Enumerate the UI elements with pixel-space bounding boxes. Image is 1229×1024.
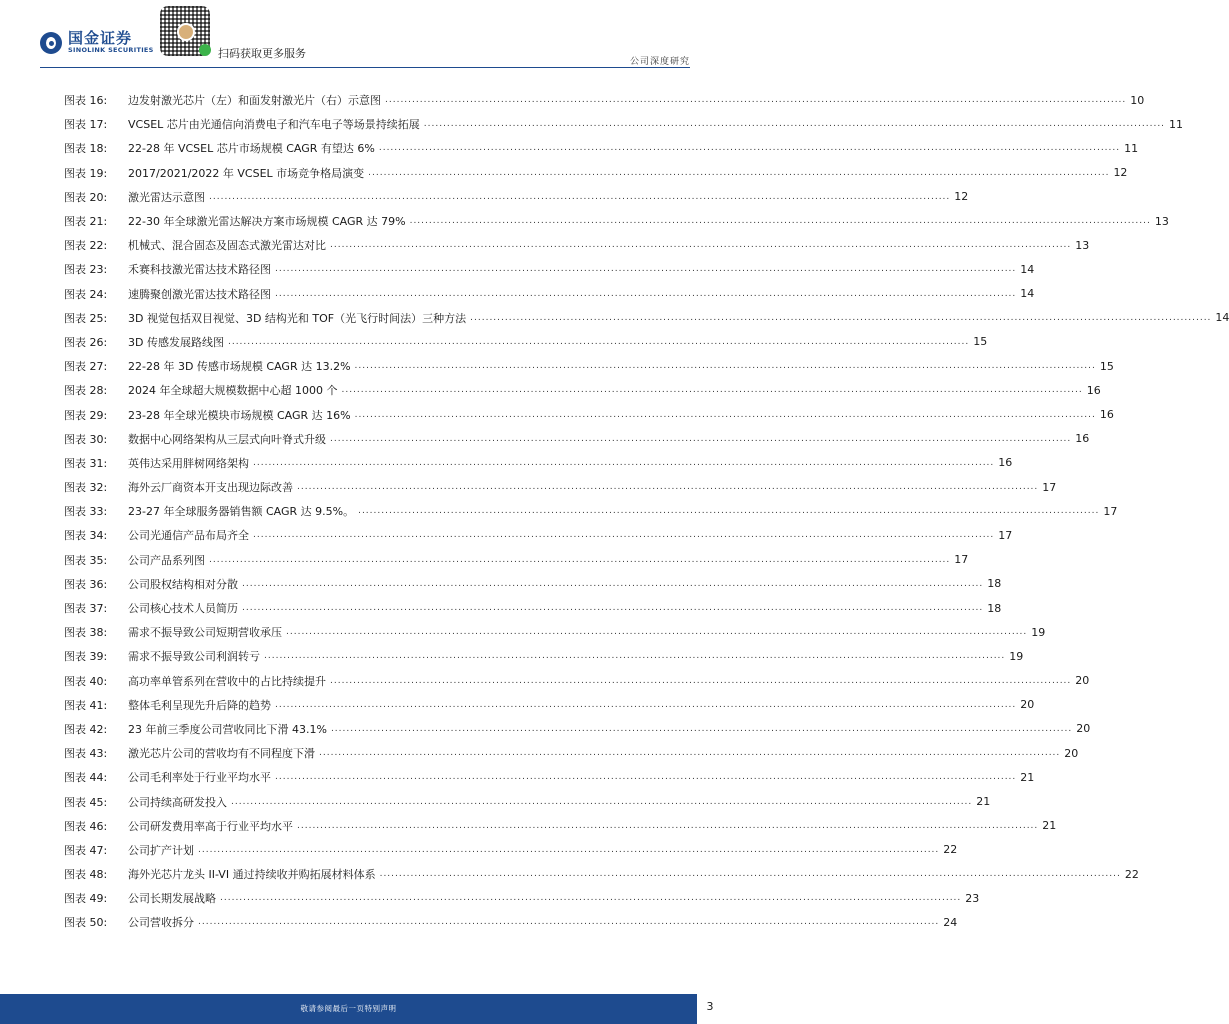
toc-entry-title: 3D 传感发展路线图 <box>128 335 224 349</box>
toc-entry[interactable] <box>64 475 1057 499</box>
toc-entry-label: 图表 49: <box>64 892 108 906</box>
toc-entry-label: 图表 50: <box>64 916 108 930</box>
toc-entry[interactable] <box>64 282 1035 306</box>
toc-entry-title: 海外光芯片龙头 II-VI 通过持续收并购拓展材料体系 <box>128 868 376 882</box>
sinolink-logo <box>40 30 154 55</box>
logo-english-name: SINOLINK SECURITIES <box>68 46 154 54</box>
toc-entry-label: 图表 24: <box>64 287 108 301</box>
toc-entry-page: 21 <box>1042 819 1057 833</box>
toc-entry-label: 图表 25: <box>64 311 108 325</box>
toc-leader-dots <box>253 458 994 468</box>
toc-entry-label: 图表 47: <box>64 843 108 857</box>
toc-entry-title: 公司产品系列图 <box>128 553 205 567</box>
toc-leader-dots <box>209 192 950 202</box>
toc-leader-dots <box>330 240 1071 250</box>
toc-leader-dots <box>330 434 1071 444</box>
qr-caption: 扫码获取更多服务 <box>218 47 306 60</box>
toc-leader-dots <box>253 530 994 540</box>
toc-entry-title: 公司扩产计划 <box>128 843 194 857</box>
toc-entry[interactable] <box>64 644 1024 668</box>
toc-entry-page: 14 <box>1020 262 1035 276</box>
toc-leader-dots <box>231 797 972 807</box>
toc-entry-page: 13 <box>1154 214 1169 228</box>
toc-entry-label: 图表 46: <box>64 819 108 833</box>
toc-entry-label: 图表 17: <box>64 118 108 132</box>
toc-entry-label: 图表 39: <box>64 650 108 664</box>
toc-entry-title: 23-27 年全球服务器销售额 CAGR 达 9.5%。 <box>128 505 355 519</box>
toc-entry-title: 公司持续高研发投入 <box>128 795 227 809</box>
toc-entry-title: 公司长期发展战略 <box>128 892 216 906</box>
toc-entry-label: 图表 22: <box>64 239 108 253</box>
toc-entry-title: 机械式、混合固态及固态式激光雷达对比 <box>128 239 326 253</box>
toc-entry-label: 图表 16: <box>64 94 108 108</box>
toc-entry[interactable] <box>64 257 1035 281</box>
toc-entry-page: 11 <box>1124 141 1139 155</box>
toc-entry-page: 19 <box>1009 649 1024 663</box>
toc-entry[interactable] <box>64 499 1118 523</box>
toc-entry-title: 高功率单管系列在营收中的占比持续提升 <box>128 674 326 688</box>
toc-entry-title: 需求不振导致公司短期营收承压 <box>128 626 282 640</box>
toc-entry[interactable] <box>64 572 1002 596</box>
toc-entry-page: 16 <box>998 456 1013 470</box>
toc-entry[interactable] <box>64 88 1145 112</box>
toc-leader-dots <box>275 264 1016 274</box>
toc-entry[interactable] <box>64 185 969 209</box>
header-divider <box>40 67 690 68</box>
toc-entry-page: 17 <box>1103 504 1118 518</box>
toc-entry[interactable] <box>64 814 1057 838</box>
toc-entry-title: 数据中心网络架构从三层式向叶脊式升级 <box>128 432 326 446</box>
toc-leader-dots <box>319 748 1060 758</box>
toc-leader-dots <box>220 893 961 903</box>
toc-entry-page: 18 <box>987 601 1002 615</box>
toc-entry[interactable] <box>64 402 1114 426</box>
toc-entry[interactable] <box>64 620 1046 644</box>
page-number: 3 <box>706 1000 714 1013</box>
toc-entry-title: 公司光通信产品布局齐全 <box>128 529 249 543</box>
toc-entry[interactable] <box>64 161 1128 185</box>
toc-entry-label: 图表 40: <box>64 674 108 688</box>
toc-entry-label: 图表 38: <box>64 626 108 640</box>
toc-entry-title: 激光雷达示意图 <box>128 190 205 204</box>
toc-entry[interactable] <box>64 765 1035 789</box>
toc-entry-label: 图表 30: <box>64 432 108 446</box>
toc-leader-dots <box>385 95 1126 105</box>
toc-leader-dots <box>297 482 1038 492</box>
toc-entry-title: 整体毛利呈现先升后降的趋势 <box>128 698 271 712</box>
page-footer <box>0 994 697 1024</box>
toc-entry-page: 22 <box>943 843 958 857</box>
toc-entry[interactable] <box>64 838 958 862</box>
toc-entry-label: 图表 23: <box>64 263 108 277</box>
toc-entry[interactable] <box>64 233 1090 257</box>
qr-center-logo <box>177 23 195 41</box>
toc-entry-title: 23-28 年全球光模块市场规模 CAGR 达 16% <box>128 408 351 422</box>
toc-entry-title: 3D 视觉包括双目视觉、3D 结构光和 TOF（光飞行时间法）三种方法 <box>128 311 467 325</box>
toc-entry-title: 激光芯片公司的营收均有不同程度下滑 <box>128 747 315 761</box>
toc-entry-page: 15 <box>973 335 988 349</box>
toc-entry[interactable] <box>64 354 1114 378</box>
toc-entry[interactable] <box>64 330 988 354</box>
toc-entry-page: 21 <box>976 795 991 809</box>
toc-entry[interactable] <box>64 669 1090 693</box>
toc-entry-title: 公司毛利率处于行业平均水平 <box>128 771 271 785</box>
toc-entry-page: 17 <box>998 528 1013 542</box>
toc-entry-page: 19 <box>1031 625 1046 639</box>
toc-entry-title: 22-28 年 VCSEL 芯片市场规模 CAGR 有望达 6% <box>128 142 375 156</box>
toc-entry-page: 16 <box>1099 408 1114 422</box>
toc-entry[interactable] <box>64 209 1169 233</box>
toc-entry-page: 12 <box>954 190 969 204</box>
toc-entry-title: 23 年前三季度公司营收同比下滑 43.1% <box>128 722 327 736</box>
document-type-label: 公司深度研究 <box>629 57 690 67</box>
toc-leader-dots <box>331 724 1072 734</box>
toc-entry-label: 图表 28: <box>64 384 108 398</box>
toc-entry[interactable] <box>64 548 969 572</box>
wechat-badge-icon <box>199 44 211 56</box>
toc-entry-page: 10 <box>1130 93 1145 107</box>
toc-leader-dots <box>275 289 1016 299</box>
toc-entry-title: 需求不振导致公司利润转亏 <box>128 650 260 664</box>
toc-entry-title: 禾赛科技激光雷达技术路径图 <box>128 263 271 277</box>
toc-entry-page: 20 <box>1075 674 1090 688</box>
page-header <box>0 0 724 68</box>
toc-entry[interactable] <box>64 378 1101 402</box>
toc-leader-dots <box>368 168 1109 178</box>
toc-entry-label: 图表 21: <box>64 215 108 229</box>
toc-entry[interactable] <box>64 596 1002 620</box>
toc-entry-page: 20 <box>1020 698 1035 712</box>
toc-leader-dots <box>209 555 950 565</box>
toc-entry-label: 图表 48: <box>64 868 108 882</box>
toc-entry-label: 图表 33: <box>64 505 108 519</box>
toc-leader-dots <box>330 676 1071 686</box>
toc-entry-label: 图表 18: <box>64 142 108 156</box>
toc-entry-title: 22-28 年 3D 传感市场规模 CAGR 达 13.2% <box>128 360 351 374</box>
toc-entry-page: 20 <box>1064 746 1079 760</box>
logo-mark-icon <box>40 32 62 54</box>
toc-entry-label: 图表 35: <box>64 553 108 567</box>
toc-entry-title: 公司营收拆分 <box>128 916 194 930</box>
toc-leader-dots <box>380 869 1121 879</box>
toc-entry-label: 图表 19: <box>64 166 108 180</box>
toc-entry[interactable] <box>64 741 1079 765</box>
toc-entry[interactable] <box>64 910 958 934</box>
toc-entry[interactable] <box>64 693 1035 717</box>
toc-entry-label: 图表 34: <box>64 529 108 543</box>
toc-entry-label: 图表 45: <box>64 795 108 809</box>
toc-entry-title: 海外云厂商资本开支出现边际改善 <box>128 481 293 495</box>
toc-entry-title: 公司股权结构相对分散 <box>128 577 238 591</box>
toc-leader-dots <box>264 651 1005 661</box>
toc-entry-page: 15 <box>1099 359 1114 373</box>
toc-leader-dots <box>198 845 939 855</box>
toc-entry-label: 图表 37: <box>64 602 108 616</box>
toc-entry-page: 11 <box>1169 117 1184 131</box>
toc-entry-title: 公司研发费用率高于行业平均水平 <box>128 819 293 833</box>
footer-disclaimer: 敬请参阅最后一页特别声明 <box>300 1004 397 1013</box>
toc-entry-title: 速腾聚创激光雷达技术路径图 <box>128 287 271 301</box>
toc-entry-label: 图表 27: <box>64 360 108 374</box>
toc-entry[interactable] <box>64 523 1013 547</box>
toc-entry[interactable] <box>64 717 1091 741</box>
toc-leader-dots <box>355 361 1096 371</box>
toc-entry[interactable] <box>64 451 1013 475</box>
toc-entry-page: 22 <box>1124 867 1139 881</box>
toc-entry-title: 公司核心技术人员简历 <box>128 602 238 616</box>
toc-leader-dots <box>286 627 1027 637</box>
toc-entry[interactable] <box>64 112 1184 136</box>
toc-entry-page: 12 <box>1113 166 1128 180</box>
toc-entry-page: 16 <box>1075 432 1090 446</box>
toc-entry-label: 图表 44: <box>64 771 108 785</box>
toc-leader-dots <box>355 410 1096 420</box>
toc-entry-title: 英伟达采用胖树网络架构 <box>128 456 249 470</box>
toc-entry-label: 图表 20: <box>64 190 108 204</box>
toc-entry[interactable] <box>64 136 1139 160</box>
toc-leader-dots <box>198 917 939 927</box>
toc-entry-title: 2017/2021/2022 年 VCSEL 市场竞争格局演变 <box>128 166 365 180</box>
toc-entry[interactable] <box>64 306 1229 330</box>
figure-index-list <box>64 88 1229 935</box>
toc-entry-title: 22-30 年全球激光雷达解决方案市场规模 CAGR 达 79% <box>128 215 406 229</box>
toc-entry-page: 21 <box>1020 770 1035 784</box>
toc-entry-label: 图表 41: <box>64 698 108 712</box>
toc-entry-page: 23 <box>965 891 980 905</box>
toc-leader-dots <box>275 700 1016 710</box>
toc-entry-label: 图表 36: <box>64 577 108 591</box>
toc-entry-label: 图表 26: <box>64 335 108 349</box>
toc-leader-dots <box>242 579 983 589</box>
toc-entry-label: 图表 31: <box>64 456 108 470</box>
toc-leader-dots <box>341 385 1082 395</box>
toc-entry-title: 2024 年全球超大规模数据中心超 1000 个 <box>128 384 338 398</box>
toc-leader-dots <box>228 337 969 347</box>
toc-leader-dots <box>297 821 1038 831</box>
toc-entry-title: VCSEL 芯片由光通信向消费电子和汽车电子等场景持续拓展 <box>128 118 420 132</box>
toc-entry[interactable] <box>64 886 980 910</box>
toc-entry-page: 16 <box>1086 383 1101 397</box>
toc-entry[interactable] <box>64 789 991 813</box>
toc-entry-page: 18 <box>987 577 1002 591</box>
toc-entry-page: 14 <box>1215 311 1229 325</box>
toc-entry-page: 17 <box>1042 480 1057 494</box>
toc-leader-dots <box>275 772 1016 782</box>
toc-entry-label: 图表 43: <box>64 747 108 761</box>
toc-leader-dots <box>424 119 1165 129</box>
toc-entry-page: 20 <box>1076 722 1091 736</box>
toc-entry-title: 边发射激光芯片（左）和面发射激光片（右）示意图 <box>128 94 381 108</box>
toc-leader-dots <box>470 313 1211 323</box>
toc-entry[interactable] <box>64 427 1090 451</box>
toc-entry-page: 14 <box>1020 287 1035 301</box>
toc-entry-page: 24 <box>943 915 958 929</box>
toc-entry-page: 13 <box>1075 238 1090 252</box>
toc-entry-label: 图表 29: <box>64 408 108 422</box>
toc-leader-dots <box>242 603 983 613</box>
logo-chinese-name: 国金证券 <box>68 29 133 47</box>
toc-entry-label: 图表 32: <box>64 481 108 495</box>
toc-leader-dots <box>410 216 1151 226</box>
toc-entry[interactable] <box>64 862 1139 886</box>
toc-leader-dots <box>358 506 1099 516</box>
toc-leader-dots <box>379 143 1120 153</box>
toc-entry-label: 图表 42: <box>64 722 108 736</box>
toc-entry-page: 17 <box>954 553 969 567</box>
